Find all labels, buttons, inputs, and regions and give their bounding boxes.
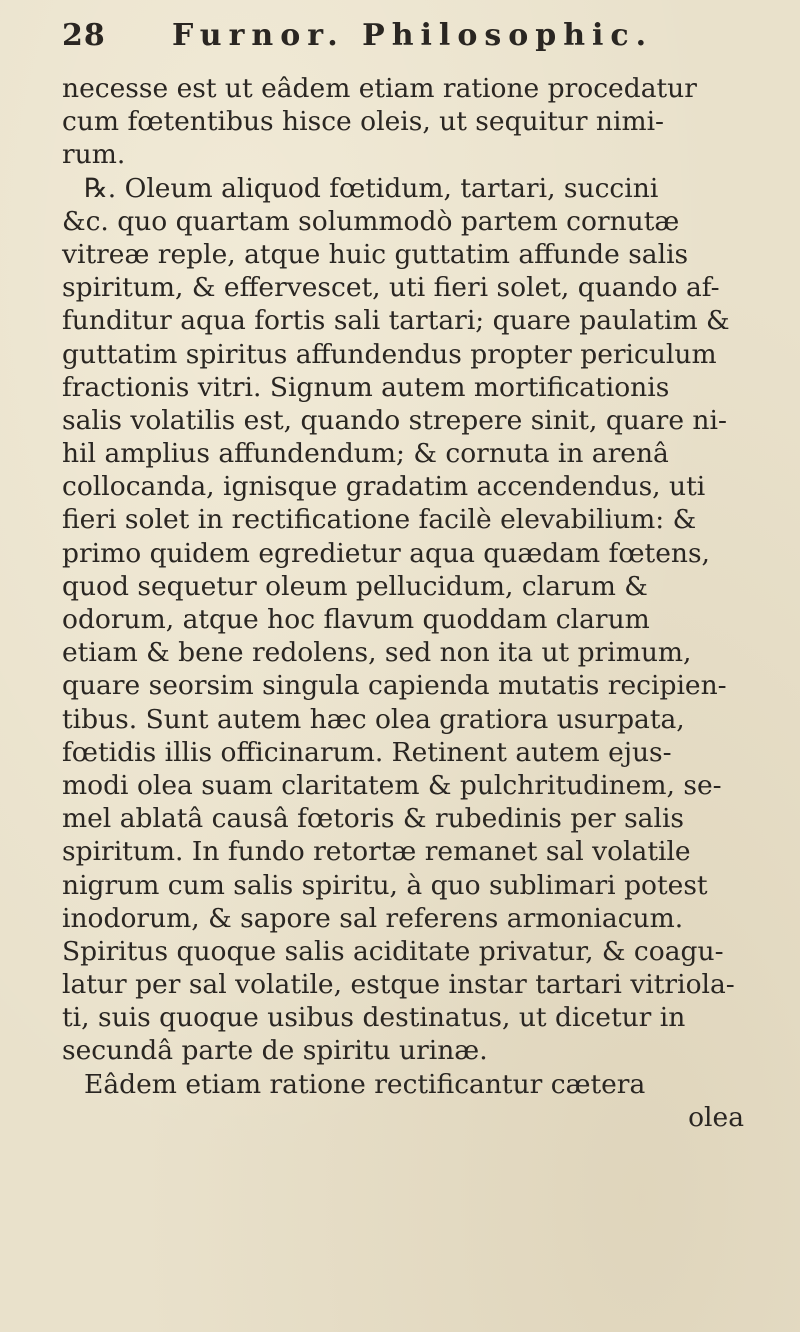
text-line: collocanda, ignisque gradatim accendendus, uti: [62, 471, 706, 503]
text-line: mel ablatâ causâ fœtoris & rubedinis per salis: [62, 803, 685, 835]
text-line: guttatim spiritus affundendus propter periculum: [62, 338, 717, 370]
text-line: spiritum, & effervescet, uti fieri solet, quando af-: [62, 272, 720, 304]
text-line: tibus. Sunt autem hæc olea gratiora usurpata,: [62, 703, 685, 735]
page-number: 28: [62, 18, 106, 53]
text-line: quare seorsim singula capienda mutatis recipien-: [62, 670, 727, 702]
text-line: primo quidem egredietur aqua quædam fœtens,: [62, 537, 710, 569]
text-line: Spiritus quoque salis aciditate privatur, & coagu-: [62, 935, 724, 967]
text-line: fœtidis illis officinarum. Retinent autem ejus-: [62, 736, 672, 768]
text-line: latur per sal volatile, estque instar tartari vitriola-: [62, 969, 735, 1001]
text-line: salis volatilis est, quando strepere sinit, quare ni-: [62, 404, 727, 436]
text-line: odorum, atque hoc flavum quoddam clarum: [62, 604, 650, 635]
text-line: modi olea suam claritatem & pulchritudinem, se-: [62, 769, 722, 801]
text-line: fieri solet in rectificatione facilè elevabilium: &: [62, 504, 697, 536]
text-line: etiam & bene redolens, sed non ita ut primum,: [62, 637, 692, 669]
text-line: fractionis vitri. Signum autem mortificationis: [62, 371, 670, 403]
text-line: rum.: [62, 139, 126, 171]
text-line: &c. quo quartam solummodò partem cornutæ: [62, 205, 680, 237]
text-line: quod sequetur oleum pellucidum, clarum &: [62, 570, 648, 602]
running-head: [62, 18, 752, 62]
text-line: ℞. Oleum aliquod fœtidum, tartari, succini: [84, 172, 659, 204]
text-line: nigrum cum salis spiritu, à quo sublimari potest: [62, 869, 708, 901]
text-line: spiritum. In fundo retortæ remanet sal volatile: [62, 836, 691, 868]
running-title: Furnor. Philosophic.: [172, 18, 654, 53]
text-line: inodorum, & sapore sal referens armoniacum.: [62, 902, 684, 934]
text-line: Eâdem etiam ratione rectificantur cætera: [84, 1068, 646, 1100]
text-line: necesse est ut eâdem etiam ratione procedatur: [62, 73, 697, 104]
text-line: funditur aqua fortis sali tartari; quare paulatim &: [62, 305, 730, 337]
body-text: [62, 72, 762, 1134]
text-line: ti, suis quoque usibus destinatus, ut dicetur in: [62, 1002, 686, 1034]
text-line: hil amplius affundendum; & cornuta in arenâ: [62, 438, 669, 470]
text-line: vitreæ reple, atque huic guttatim affunde salis: [62, 238, 689, 270]
catchword: olea: [688, 1101, 744, 1133]
text-line: cum fœtentibus hisce oleis, ut sequitur nimi-: [62, 106, 665, 138]
text-line: secundâ parte de spiritu urinæ.: [62, 1035, 488, 1067]
